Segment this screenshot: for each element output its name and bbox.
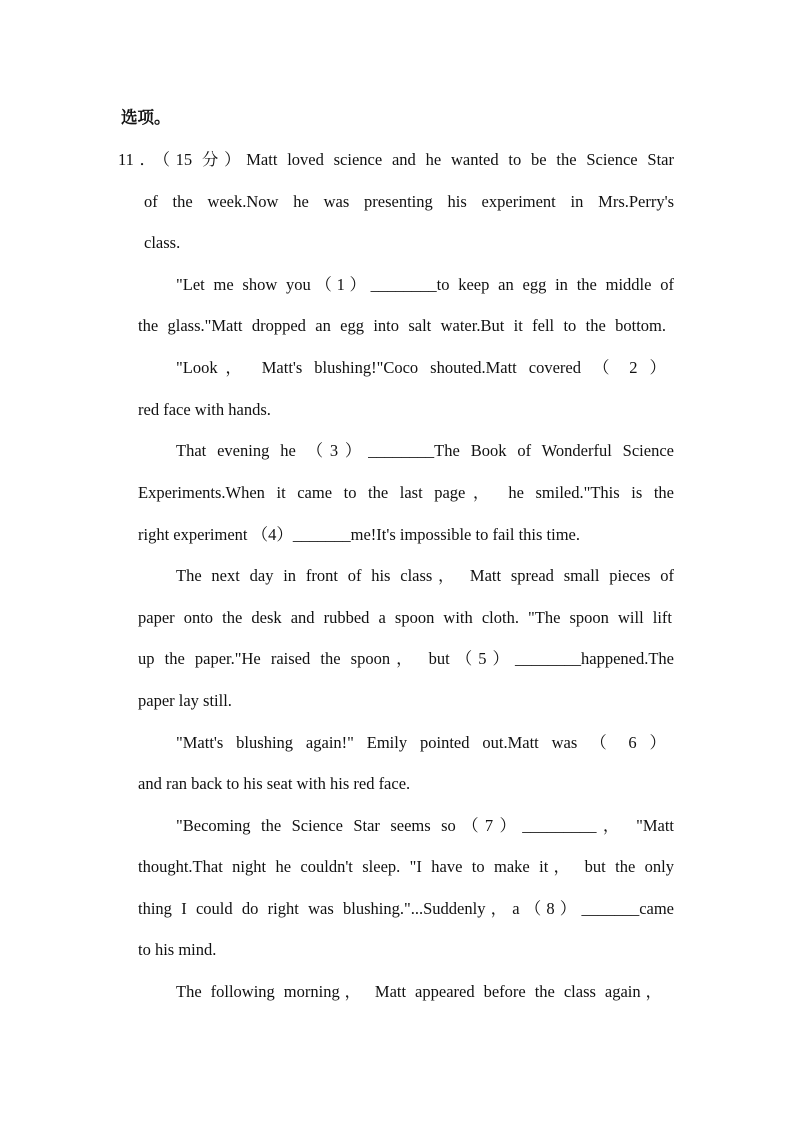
passage-line: Experiments.When it came to the last page， he smiled."This is the: [138, 483, 674, 502]
passage-line: "Becoming the Science Star seems so（7）_________， "Matt: [176, 816, 674, 835]
passage-line: The following morning， Matt appeared before the class again，: [176, 982, 662, 1001]
passage-line: class.: [144, 233, 181, 252]
passage-line: of the week.Now he was presenting his experiment in Mrs.Perry's: [144, 192, 674, 211]
passage-line: "Matt's blushing again!" Emily pointed out.Matt was （ 6 ）: [176, 733, 666, 752]
passage-line: thing I could do right was blushing."...Suddenly，a（8）_______came: [138, 899, 674, 918]
passage-line: to his mind.: [138, 940, 217, 959]
question-11-header: 11．（15 分）Matt loved science and he wanted to be the Science Star: [118, 150, 674, 169]
passage-line: "Let me show you（1）________to keep an egg in the middle of: [176, 275, 674, 294]
passage-line: and ran back to his seat with his red face.: [138, 774, 411, 793]
passage-line: the glass."Matt dropped an egg into salt water.But it fell to the bottom.: [138, 316, 666, 335]
passage-line: paper lay still.: [138, 691, 232, 710]
passage-line: red face with hands.: [138, 400, 271, 419]
passage-line: The next day in front of his class， Matt spread small pieces of: [176, 566, 674, 585]
passage-line: That evening he （3）________The Book of Wonderful Science: [176, 441, 674, 460]
passage-line: right experiment （4）_______me!It's impossible to fail this time.: [138, 525, 580, 544]
passage-line: "Look， Matt's blushing!"Coco shouted.Matt covered （ 2 ）: [176, 358, 666, 377]
passage-line: up the paper."He raised the spoon， but（5）________happened.The: [138, 649, 674, 668]
passage-line: thought.That night he couldn't sleep. "I have to make it， but the only: [138, 857, 674, 876]
passage-line: paper onto the desk and rubbed a spoon with cloth. "The spoon will lift: [138, 608, 672, 627]
options-trailing-text: 选项。: [121, 108, 171, 127]
